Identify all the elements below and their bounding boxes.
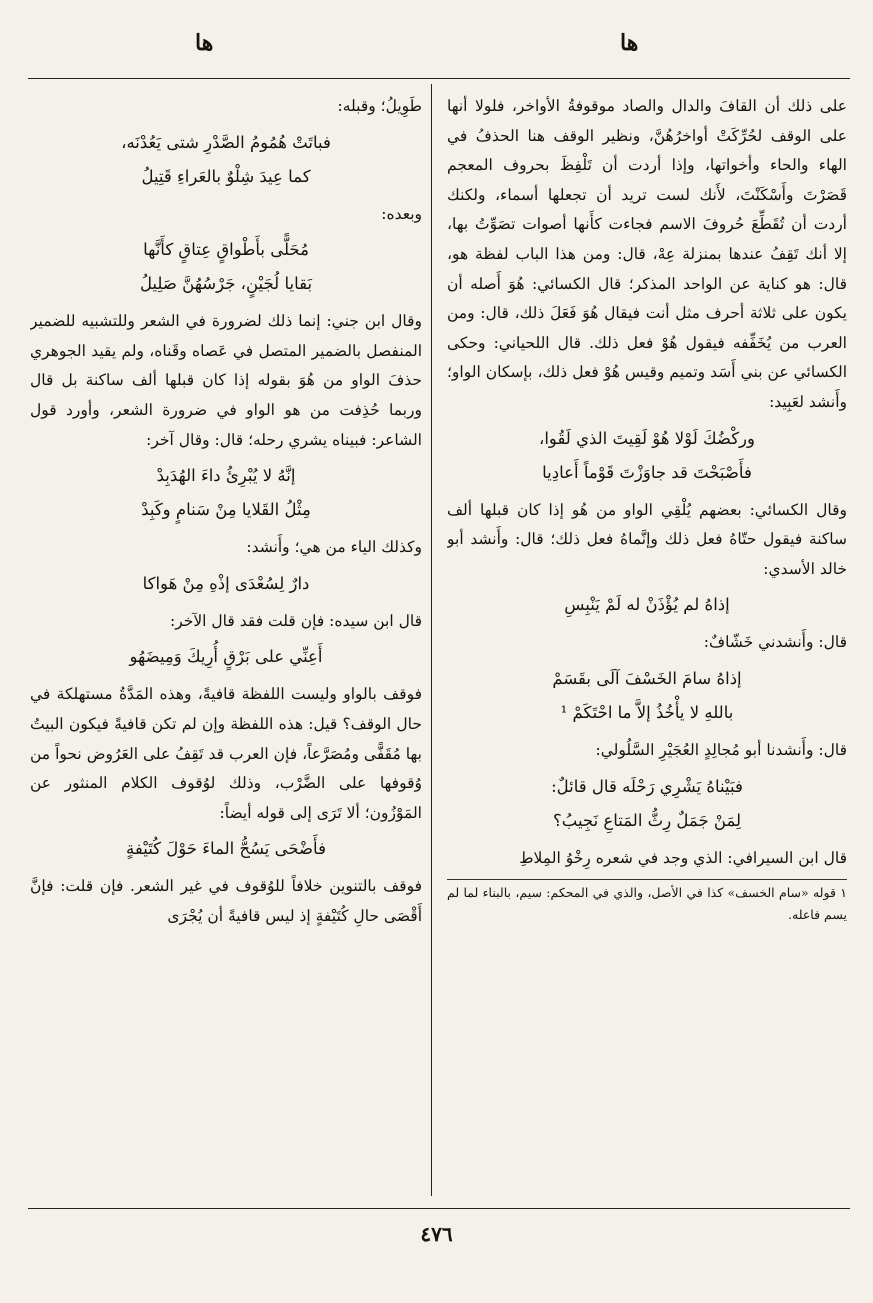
verse-block bbox=[447, 422, 847, 490]
right-column bbox=[447, 92, 847, 1197]
verse-line: باللهِ لا يأْخُذُ إلاَّ ما احْتَكَمْ ¹ bbox=[560, 702, 734, 722]
paragraph: وقال الكسائي: بعضهم يُلْقِي الواو من هُو إذا كان قبلها ألف ساكنة فيقول حتّاهُ فعل ذلك وإنَّماهُ فعل ذلك؛ قال: وأَنشد أبو خالد الأسدي: bbox=[447, 500, 847, 578]
verse-block bbox=[30, 832, 422, 866]
column-divider bbox=[431, 84, 432, 1196]
running-header-left: ها bbox=[195, 30, 214, 56]
paragraph: فوقف بالتنوين خلافاً للوُقوف في غير الشعر. فإن قلت: فإنَّ أَقْصَى حالِ كُتَيْفةٍ إذ ليس قافيةً أن يُجْرَى bbox=[30, 877, 422, 925]
verse-line: فأَصْبَحْتَ قد جاوَزْتَ قَوْماً أَعادِيا bbox=[542, 462, 752, 482]
verse-line: مُحَلًّى بأَطْواقٍ عِتاقٍ كأَنَّها bbox=[143, 240, 309, 260]
paragraph: قال: وأَنشدني خَشّافٌ: bbox=[703, 633, 847, 652]
page-number: ٤٧٦ bbox=[420, 1222, 453, 1246]
paragraph: وكذلك الياء من هي؛ وأَنشد: bbox=[246, 538, 422, 557]
paragraph: وقال ابن جني: إنما ذلك لضرورة في الشعر وللتشبيه للضمير المنفصل بالضمير المتصل في عَصاه وقَناه، ولم يقيد الجوهري حذفَ الواو من هُوَ بقوله إذا كان قبلها ألف ساكنة بل قال وربما حُذِفت من هو الواو في ضرورة الشعر، وأورد قول الشاعر: فبيناه يشري رحله؛ قال: وقال آخر: bbox=[30, 312, 422, 449]
verse-block bbox=[30, 126, 422, 194]
header-rule bbox=[28, 78, 850, 79]
verse-line: بَقايا لُجَيْنٍ، جَرْسُهُنَّ صَلِيلُ bbox=[139, 274, 313, 294]
footnote: ١ قوله «سام الخسف» كذا في الأصل، والذي في المحكم: سيم، بالبناء لما لم يسم فاعله. bbox=[447, 885, 847, 923]
verse-block bbox=[447, 588, 847, 622]
verse-line: إذاهُ سامَ الخَسْفَ آلَى بقَسَمْ bbox=[552, 668, 742, 688]
paragraph: قال ابن سيده: فإن قلت فقد قال الآخر: bbox=[169, 611, 422, 630]
verse-line: مِثْلُ القَلايا مِنْ سَنامٍ وكَبِدْ bbox=[141, 500, 311, 520]
paragraph: قال ابن السيرافي: الذي وجد في شعره رِخْوُ المِلاطِ bbox=[519, 848, 847, 867]
verse-block bbox=[30, 567, 422, 601]
verse-block bbox=[30, 459, 422, 527]
verse-line: دارٌ لِسُعْدَى إذْهِ مِنْ هَواكا bbox=[142, 573, 310, 593]
paragraph: وبعده: bbox=[381, 204, 422, 223]
verse-line: وركْضُكَ لَوْلا هُوْ لَقِيتَ الذي لَقُوا، bbox=[539, 428, 755, 448]
paragraph: طَوِيلُ؛ وقبله: bbox=[337, 97, 422, 115]
left-column bbox=[30, 92, 422, 1197]
verse-line: كما عِيدَ شِلْوٌ بالعَراءِ قَتِيلُ bbox=[141, 166, 311, 186]
verse-line: لِمَنْ جَمَلٌ رِثُّ المَتاعِ نَجِيبُ؟ bbox=[552, 810, 742, 830]
verse-line: فباتَتْ هُمُومُ الصَّدْرِ شتى يَعُدْنَه، bbox=[121, 132, 331, 152]
paragraph: فوقف بالواو وليست اللفظة قافيةً، وهذه المَدَّةُ مستهلكة في حال الوقف؟ قيل: هذه اللفظة وإن لم تكن قافيةً فيكون البيتُ بها مُقَفًّى ومُصَرَّعاً، فإن العرب قد تَقِفُ على العَرُوض نحواً من وُقوفها على الضَّرْب، وذلك لوُقوف الكلام المنثور عن المَوْزُون؛ ألا تَرَى إلى قوله أيضاً: bbox=[30, 685, 422, 822]
verse-block bbox=[30, 233, 422, 301]
verse-line: إذاهُ لم يُؤْذَنْ له لَمْ يَنْبِسِ bbox=[564, 595, 730, 615]
running-header-right: ها bbox=[620, 30, 639, 56]
verse-block bbox=[30, 640, 422, 674]
footnote-rule bbox=[447, 879, 847, 880]
footer-rule bbox=[28, 1208, 850, 1209]
paragraph: على ذلك أن القافَ والدال والصاد موقوفةُ الأواخر، فلولا أنها على الوقف لحُرِّكَتْ أواخرُهُنَّ، ونظير الوقف هنا الحذفُ في الهاء والحاء وأخواتها، وإذا أردت أن تَلْفِظَ بحروف المعجم قَصَرْتَ وأَسْكَنْتَ، لأَنك لست تريد أن تجعلها أسماء، ولكنك أردت أن تُقَطِّعَ حُروفَ الاسم فجاءت كأَنها أصوات تصَوِّتُ بها، إلا أنك تَقِفُ عندها بمنزلة عِهْ، قال: ومن هذا الباب لفظة هو، قال: هو كناية عن الواحد المذكر؛ قال الكسائي: هُوَ أَصله أن يكون على ثلاثة أحرف مثل أنت فيقال هُوَ فَعَلَ ذلك، قال: ومن العرب من يُخَفِّفه فيقول هُوْ فعل ذلك. قال اللحياني: وحكى الكسائي عن بني أَسَد وتميم وقيس هُوْ فعل ذلك، بإسكان الواو؛ وأَنشد لعَبِيد: bbox=[447, 97, 847, 411]
verse-line: فبَيْناهُ يَشْرِي رَحْلَه قال قائلٌ: bbox=[551, 776, 743, 796]
verse-line: فأَضْحَى يَسُحُّ الماءَ حَوْلَ كُتَيْفةٍ bbox=[126, 839, 326, 859]
verse-line: أَعِنِّي على بَرْقٍ أُرِيكَ وَمِيضَهُو bbox=[129, 647, 323, 667]
verse-block bbox=[447, 770, 847, 838]
paragraph: قال: وأَنشدنا أبو مُجالِدٍ العُجَيْرِ السَّلُولي: bbox=[595, 740, 847, 759]
verse-block bbox=[447, 662, 847, 730]
verse-line: إنَّهُ لا يُبْرِئُ داءَ الهُدَبِدْ bbox=[156, 466, 296, 486]
